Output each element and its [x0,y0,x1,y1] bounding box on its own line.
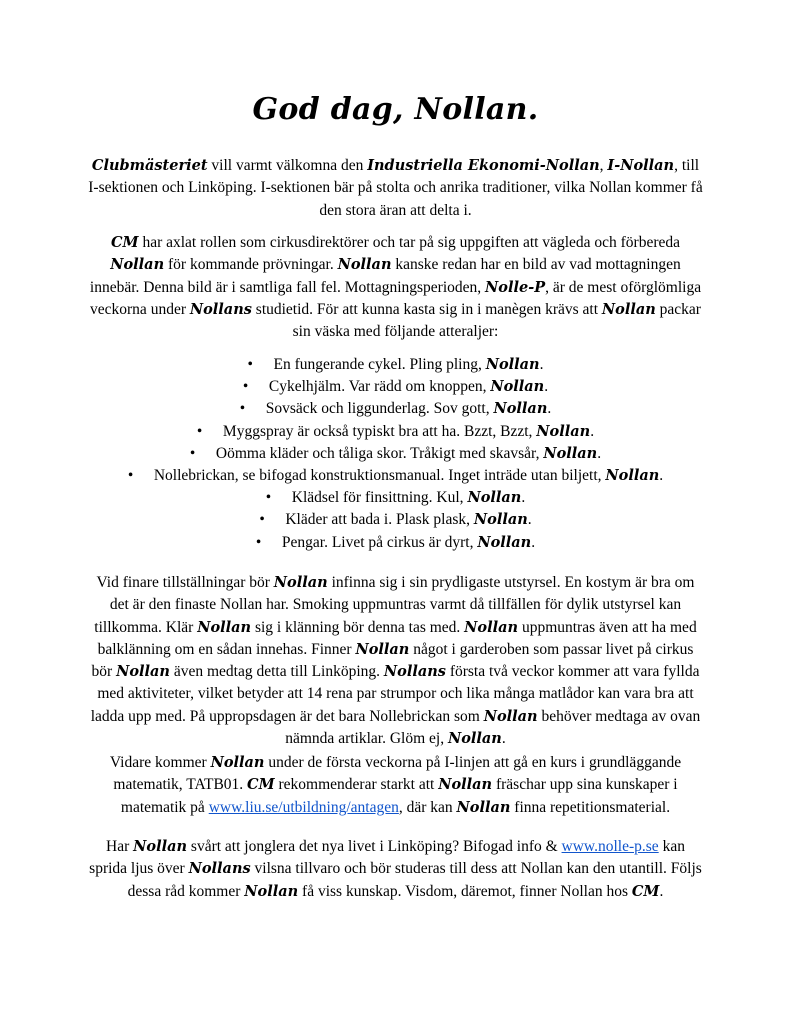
list-item: • Oömma kläder och tåliga skor. Tråkigt med skavsår, Nollan. [100,443,691,465]
term-nollan: Nollan [490,378,545,396]
document-title: God dag, Nollan. [252,92,539,127]
welcome-paragraph: Clubmästeriet vill varmt välkomna den Industriella Ekonomi-Nollan, I-Nollan, till I-sektionen och Linköping. I-sektionen bär på stolta och anrika traditioner, vilka Nollan kommer få den stora äran att delta i. [88,157,703,219]
term-nollan: Nollan [464,618,519,636]
term-nollan: Nollan [337,256,392,274]
term-nollan: Nollan [493,400,548,418]
term-nollan: Nollan [116,663,170,681]
term-nollan: Nollan [543,444,598,462]
packing-list [100,354,691,554]
math-paragraph: Vidare kommer Nollan under de första veckorna på I-linjen att gå en kurs i grundläggande matematik, TATB01. CM rekommenderar starkt att Nollan fräschar upp sina kunskaper i matematik på www.liu.se/utbildning/antagen, där kan Nollan finna repetitionsmaterial. [109,754,682,816]
list-item: • Myggspray är också typiskt bra att ha. Bzzt, Bzzt, Nollan. [100,421,691,443]
list-item: • Kläder att bada i. Plask plask, Nollan. [100,509,691,531]
term-cm: CM [247,776,275,794]
term-nollan: Nollan [438,776,493,794]
term-nollan: Nollan [210,754,265,771]
term-nollan: Nollan [467,489,522,507]
list-item: • Sovsäck och liggunderlag. Sov gott, Nollan. [100,398,691,420]
term-i-nollan: I-Nollan [607,157,675,174]
term-nollan: Nollan [485,356,540,373]
term-nollan: Nollan [456,798,511,816]
circus-paragraph: CM har axlat rollen som cirkusdirektörer och tar på sig uppgiften att vägleda och förbereda Nollan för kommande prövningar. Nollan kanske redan har en bild av vad mottagningen innebär. Denna bild är i samtliga fall fel. Mottagningsperioden, Nolle-P, är de mest oförglömliga veckorna under Nollans studietid. För att kunna kasta sig in i manègen krävs att Nollan packar sin väska med följande atteraljer: [89,234,702,341]
list-item: • Cykelhjälm. Var rädd om knoppen, Nollan. [100,376,691,398]
term-nollan: Nollan [110,256,165,274]
nolle-p-link[interactable]: www.nolle-p.se [561,838,659,855]
liu-antagen-link[interactable]: www.liu.se/utbildning/antagen [208,798,399,816]
term-nollan: Nollan [483,707,538,725]
term-industriella-ekonomi-nollan: Industriella Ekonomi-Nollan [367,157,600,174]
term-nollan: Nollan [133,838,188,855]
term-nollans: Nollans [189,300,252,318]
term-nollan: Nollan [536,422,591,440]
closing-paragraph: Har Nollan svårt att jonglera det nya livet i Linköping? Bifogad info & www.nolle-p.se kan sprida ljus över Nollans vilsna tillvaro och bör studeras till dess att Nollan kan den utantill. Följs dessa råd kommer Nollan få viss kunskap. Visdom, däremot, finner Nollan hos CM. [89,838,702,900]
term-nolle-p: Nolle-P [485,278,546,296]
term-nollan: Nollan [197,618,252,636]
dress-code-paragraph: Vid finare tillställningar bör Nollan infinna sig i sin prydligaste utstyrsel. En kostym är bra om det är den finaste Nollan har. Smoking uppmuntras varmt då tillfällen för dylik utstyrsel kan tillkomma. Klär Nollan sig i klänning bör denna tas med. Nollan uppmuntras även att ha med balklänning om en sådan innehas. Finner Nollan något i garderoben som passar livet på cirkus bör Nollan även medtag detta till Linköping. Nollans första två veckor kommer att vara fyllda med aktiviteter, vilket betyder att 14 rena par strumpor och lika många matlådor kan vara bra att ladda upp med. På uppropsdagen är det bara Nollebrickan som Nollan behöver medtaga av ovan nämnda artiklar. Glöm ej, Nollan. [90,574,701,748]
term-nollan: Nollan [447,730,502,748]
term-nollans: Nollans [188,860,251,878]
term-cm: CM [631,882,660,900]
term-nollan: Nollan [355,640,410,658]
term-nollan: Nollan [473,511,528,529]
term-nollan: Nollan [601,300,656,318]
term-nollan: Nollan [273,574,328,591]
term-clubmasteriet: Clubmästeriet [91,157,208,174]
term-cm: CM [110,234,139,251]
list-item: • Pengar. Livet på cirkus är dyrt, Nollan. [100,532,691,554]
list-item: • Nollebrickan, se bifogad konstruktionsmanual. Inget inträde utan biljett, Nollan. [100,465,691,487]
term-nollan: Nollan [605,467,660,485]
list-item: • Klädsel för finsittning. Kul, Nollan. [100,487,691,509]
term-nollans: Nollans [383,663,446,681]
term-nollan: Nollan [477,533,532,551]
list-item: • En fungerande cykel. Pling pling, Nollan. [100,354,691,376]
term-nollan: Nollan [244,882,299,900]
